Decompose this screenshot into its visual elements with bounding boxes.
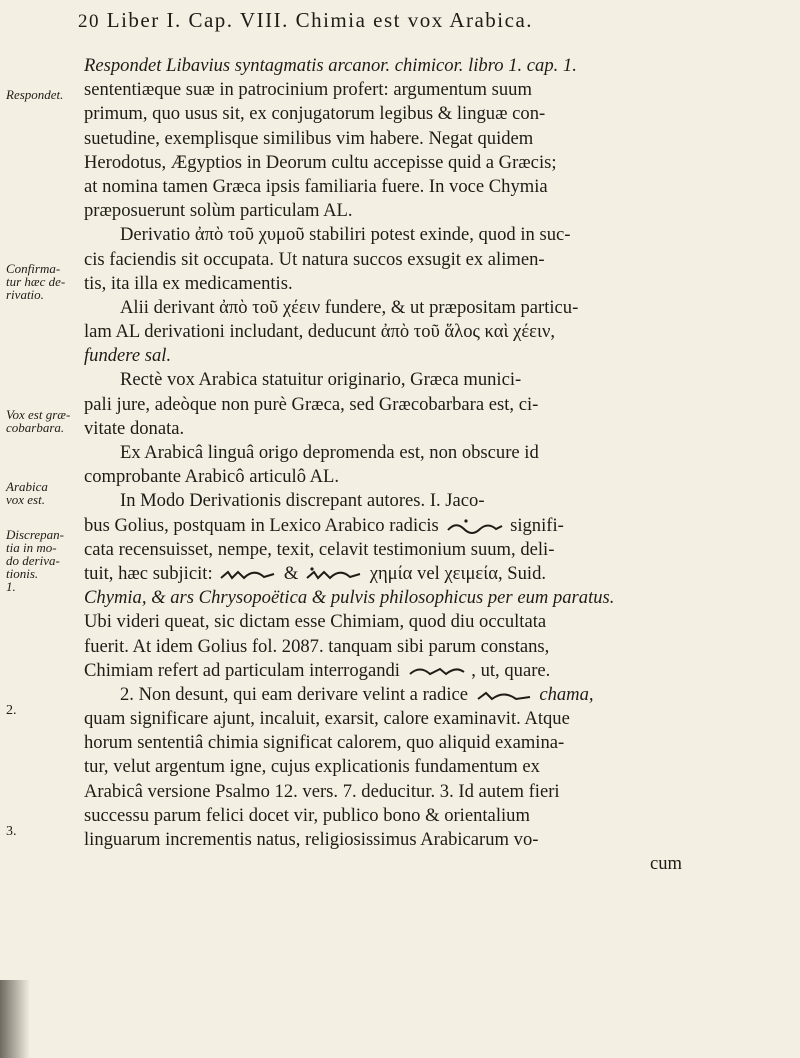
text-line: tis, ita illa ex medicamentis. (84, 272, 293, 294)
text-span: , ut, quare. (471, 659, 551, 681)
text-line: cata recensuisset, nempe, texit, celavit testimonium suum, deli- (84, 538, 555, 560)
margin-note-confirmatur: Confirma- tur hæc de- rivatio. (6, 261, 66, 302)
arabic-word-glyph (217, 566, 279, 584)
running-title: Liber I. Cap. VIII. Chimia est vox Arabica. (106, 8, 534, 32)
text-line: Alii derivant ἀπὸ τοῦ χέειν fundere, & ut præpositam particu- (120, 296, 579, 318)
text-line: Derivatio ἀπὸ τοῦ χυμοῦ stabiliri potest exinde, quod in suc- (120, 224, 571, 246)
text-line (84, 514, 784, 538)
text-line: quam significare ajunt, incaluit, exarsit, calore examinavit. Atque (84, 708, 570, 730)
margin-note-discrepantia: Discrepan- tia in mo- do deriva- tionis. 1. (6, 527, 65, 594)
text-line: Arabicâ versione Psalmo 12. vers. 7. deducitur. 3. Id autem fieri (84, 780, 560, 802)
text-line: Herodotus, Ægyptios in Deorum cultu accepisse quid a Græcis; (84, 151, 557, 173)
text-line: præposuerunt solùm particulam AL. (84, 200, 353, 222)
text-line: comprobante Arabicô articulô AL. (84, 466, 340, 488)
text-line: Rectè vox Arabica statuitur originario, Græca munici- (120, 369, 522, 391)
page-number: 20 (78, 11, 100, 32)
margin-note-number-2: 2. (6, 703, 17, 718)
arabic-word-glyph (303, 566, 365, 584)
text-span: signifi- (510, 514, 564, 536)
text-line: cis faciendis sit occupata. Ut natura succos exsugit ex alimen- (84, 248, 545, 270)
main-text (84, 54, 784, 876)
text-line: In Modo Derivationis discrepant autores. I. Jaco- (120, 490, 485, 512)
text-line: Chymia, & ars Chrysopoëtica & pulvis philosophicus per eum paratus. (84, 587, 615, 609)
text-line: linguarum incrementis natus, religiosissimus Arabicarum vo- (84, 829, 539, 850)
text-line: lam AL derivationi includant, deducunt ἀπὸ τοῦ ἅλος καὶ χέειν, (84, 321, 556, 343)
text-line: fundere sal. (84, 345, 172, 367)
text-line: tur, velut argentum igne, cujus explicationis fundamentum ex (84, 756, 540, 778)
text-span: 2. Non desunt, qui eam derivare velint a radice (120, 683, 468, 705)
text-line (84, 562, 784, 586)
text-line (84, 659, 784, 683)
text-line: suetudine, exemplisque similibus vim habere. Negat quidem (84, 127, 534, 149)
arabic-word-glyph (405, 662, 467, 680)
catchword: cum (650, 853, 683, 875)
text-span: bus Golius, postquam in Lexico Arabico radicis (84, 514, 439, 536)
arabic-word-glyph (473, 687, 535, 705)
running-header (78, 8, 788, 33)
text-line: vitate donata. (84, 417, 185, 439)
text-span: tuit, hæc subjicit: (84, 562, 213, 584)
text-line: Ex Arabicâ linguâ origo depromenda est, non obscure id (120, 442, 539, 463)
page-edge-shadow (0, 980, 30, 1058)
text-line: Ubi videri queat, sic dictam esse Chimiam, quod diu occultata (84, 611, 547, 633)
arabic-word-glyph (443, 517, 505, 535)
text-line: Respondet Libavius syntagmatis arcanor. chimicor. libro 1. cap. 1. (84, 55, 577, 76)
margin-note-vox-graecobarbara: Vox est græ- cobarbara. (6, 407, 71, 435)
text-line: successu parum felici docet vir, publico bono & orientalium (84, 804, 530, 826)
margin-note-arabica-vox: Arabica vox est. (6, 479, 48, 507)
text-span: Chimiam refert ad particulam interrogandi (84, 659, 400, 681)
text-line: at nomina tamen Græca ipsis familiaria fuere. In voce Chymia (84, 175, 548, 197)
text-span: chama, (539, 683, 594, 705)
text-span: χημία vel χειμεία, Suid. (369, 562, 547, 584)
text-line: primum, quo usus sit, ex conjugatorum legibus & linguæ con- (84, 103, 546, 125)
margin-note-respondet: Respondet. (6, 87, 64, 102)
margin-note-number-3: 3. (6, 824, 17, 839)
text-line: horum sententiâ chimia significat calorem, quo aliquid examina- (84, 732, 565, 754)
text-line (84, 683, 784, 707)
text-line: sententiæque suæ in patrocinium profert: argumentum suum (84, 79, 532, 101)
text-line: pali jure, adeòque non purè Græca, sed Græcobarbara est, ci- (84, 393, 539, 415)
text-line: fuerit. At idem Golius fol. 2087. tanquam sibi parum constans, (84, 635, 550, 657)
text-span: & (283, 562, 299, 584)
